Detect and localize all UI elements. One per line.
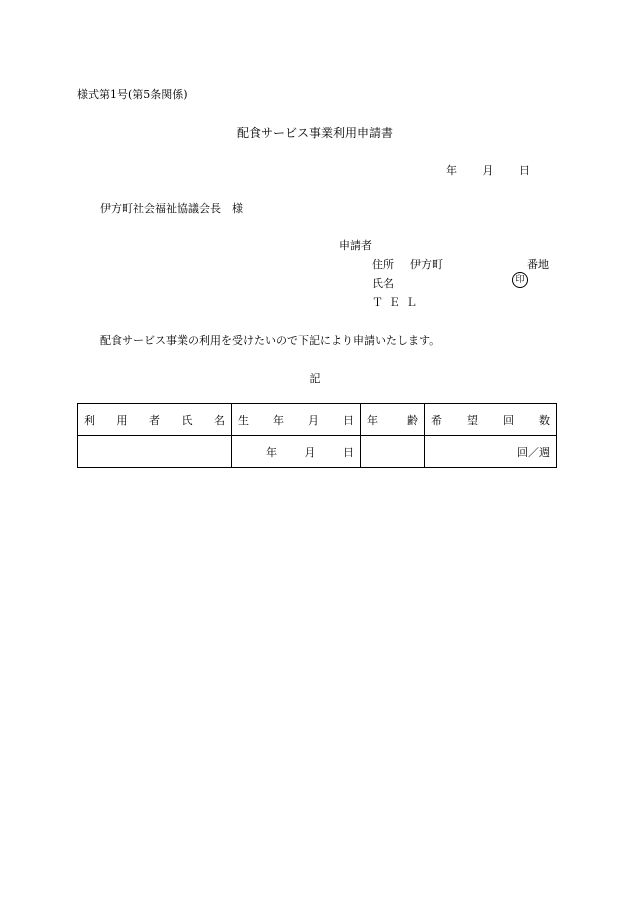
name-label: 氏名 <box>372 277 394 290</box>
cell-birth-date[interactable] <box>232 436 361 468</box>
frequency-unit-label: 回／週 <box>517 445 550 459</box>
birth-day-label: 日 <box>343 445 354 459</box>
birth-month-label: 月 <box>304 445 316 459</box>
birth-year-label: 年 <box>266 445 277 459</box>
applicant-label: 申請者 <box>339 239 372 252</box>
date-month-label: 月 <box>482 164 494 177</box>
header-age-label: 年齢 <box>367 413 418 427</box>
header-birth-date <box>232 404 361 436</box>
header-user-name <box>78 404 232 436</box>
document-title: 配食サービス事業利用申請書 <box>236 126 393 140</box>
address-suffix: 番地 <box>527 258 549 271</box>
address-value: 伊方町 <box>410 258 443 271</box>
cell-user-name[interactable] <box>78 436 232 468</box>
date-day-label: 日 <box>519 164 530 177</box>
request-text: 配食サービス事業の利用を受けたいので下記により申請いたします。 <box>100 334 441 347</box>
header-age <box>361 404 425 436</box>
applicant-details-table <box>77 403 557 468</box>
application-date <box>440 162 530 178</box>
addressee: 伊方町社会福祉協議会長 様 <box>100 202 243 215</box>
table-header-row <box>78 404 557 436</box>
header-user-name-label: 利用者氏名 <box>84 413 225 427</box>
cell-frequency[interactable] <box>425 436 557 468</box>
header-frequency-label: 希望回数 <box>431 413 550 427</box>
seal-icon: 印 <box>512 272 528 288</box>
address-label: 住所 <box>372 258 394 271</box>
note-heading: 記 <box>309 372 321 385</box>
header-birth-date-label: 生年月日 <box>238 413 354 427</box>
form-number: 様式第1号(第5条関係) <box>77 88 188 101</box>
tel-label: ＴＥＬ <box>372 296 423 309</box>
cell-age[interactable] <box>361 436 425 468</box>
table-row <box>78 436 557 468</box>
header-frequency <box>425 404 557 436</box>
date-year-label: 年 <box>446 164 457 177</box>
